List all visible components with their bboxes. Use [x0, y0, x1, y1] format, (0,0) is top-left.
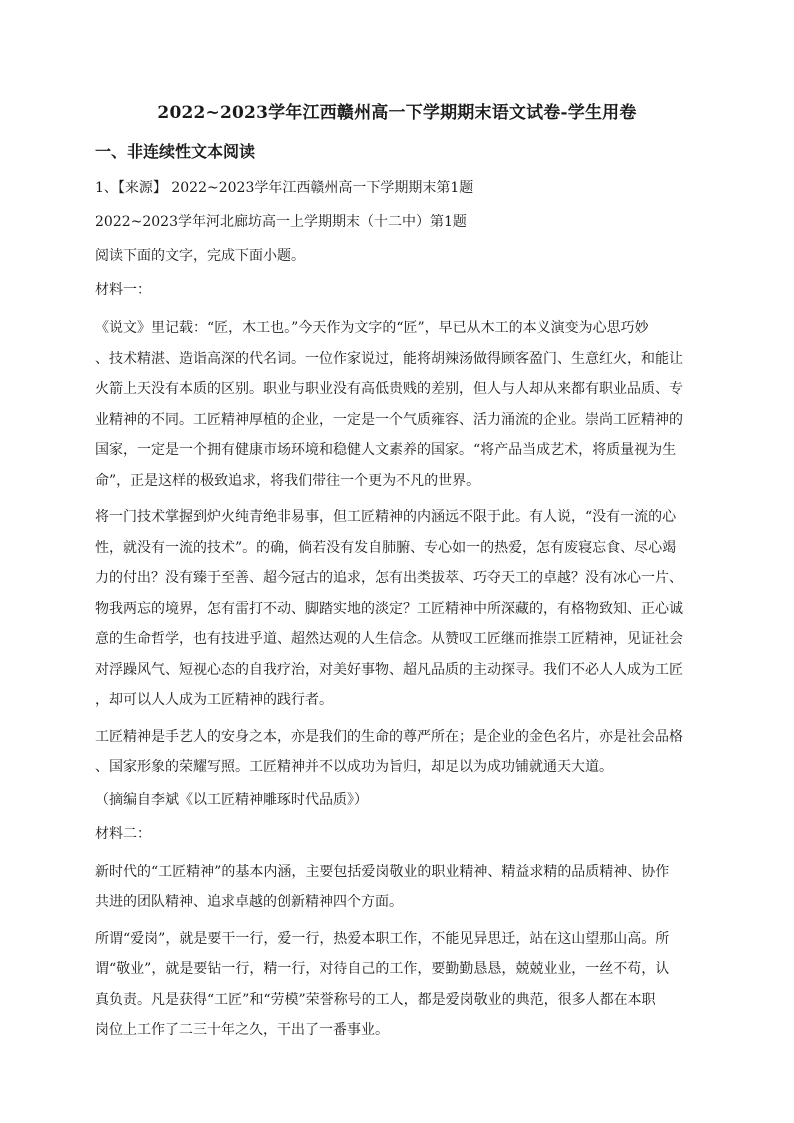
material-one-paragraph-3 [95, 722, 699, 783]
text-line: 性，就没有一流的技术”。的确，倘若没有发自肺腑、专心如一的热爱，怎有废寝忘食、尽心竭 [95, 539, 677, 556]
material-one-paragraph-2 [95, 502, 699, 716]
text-line: 岗位上工作了二三十年之久，干出了一番事业。 [95, 1022, 389, 1038]
text-line: 意的生命哲学，也有技进乎道、超然达观的人生信念。从赞叹工匠继而推崇工匠精神，见证社会 [95, 631, 683, 647]
text-line: 业精神的不同。工匠精神厚植的企业，一定是一个气质雍容、活力涌流的企业。崇尚工匠精神的 [95, 411, 683, 428]
text-line: 真负责。凡是获得“工匠”和“劳模”荣誉称号的工人，都是爱岗敬业的典范，很多人都在本职 [95, 991, 656, 1008]
material-two-paragraph-2 [95, 924, 699, 1046]
text-line: 命”，正是这样的极致追求，将我们带往一个更为不凡的世界。 [95, 472, 481, 489]
question-source-line-2: 2022~2023学年河北廊坊高一上学期期末（十二中）第1题 [95, 214, 467, 230]
text-line: 国家，一定是一个拥有健康市场环境和稳健人文素养的国家。“将产品当成艺术，将质量视为生 [95, 442, 677, 458]
text-line: 火箭上天没有本质的区别。职业与职业没有高低贵贱的差别，但人与人却从来都有职业品质、专 [95, 381, 683, 397]
text-line: ，却可以人人成为工匠精神的践行者。 [95, 692, 333, 708]
page-title: 2022~2023学年江西赣州高一下学期期末语文试卷-学生用卷 [157, 103, 637, 123]
material-one-paragraph-1 [95, 313, 699, 496]
section-heading: 一、非连续性文本阅读 [95, 142, 256, 161]
text-line: 《说文》里记载：“匠，木工也。”今天作为文字的“匠”，早已从木工的本义演变为心思巧妙 [95, 320, 649, 336]
text-line: 工匠精神是手艺人的安身之本，亦是我们的生命的尊严所在；是企业的金色名片，亦是社会品格 [95, 728, 683, 745]
text-line: 新时代的“工匠精神”的基本内涵，主要包括爱岗敬业的职业精神、精益求精的品质精神、协作 [95, 863, 670, 880]
material-one-citation: （摘编自李斌《以工匠精神雕琢时代品质》） [95, 791, 368, 808]
text-line: 共进的团队精神、追求卓越的创新精神四个方面。 [95, 894, 403, 910]
text-line: 对浮躁风气、短视心态的自我疗治，对美好事物、超凡品质的主动探寻。我们不必人人成为工匠 [95, 661, 683, 678]
material-two-label: 材料二： [95, 825, 151, 842]
text-line: 谓“敬业”，就是要钻一行，精一行，对待自己的工作，要勤勤恳恳，兢兢业业，一丝不苟，认 [95, 961, 670, 977]
text-line: 所谓“爱岗”，就是要干一行，爱一行，热爱本职工作，不能见异思迁，站在这山望那山高。所 [95, 930, 670, 947]
material-two-paragraph-1 [95, 857, 699, 918]
text-line: 将一门技术掌握到炉火纯青绝非易事，但工匠精神的内涵远不限于此。有人说，“没有一流的心 [95, 509, 677, 525]
text-line: 、技术精湛、造诣高深的代名词。一位作家说过，能将胡辣汤做得顾客盈门、生意红火，和能让 [95, 350, 683, 367]
question-source-line: 1、【来源】 2022~2023学年江西赣州高一下学期期末第1题 [95, 180, 474, 196]
text-line: 、国家形象的荣耀写照。工匠精神并不以成功为旨归，却足以为成功铺就通天大道。 [95, 759, 613, 775]
text-line: 物我两忘的境界，怎有雷打不动、脚踏实地的淡定？工匠精神中所深藏的，有格物致知、正心诚 [95, 600, 683, 617]
reading-instruction: 阅读下面的文字，完成下面小题。 [95, 248, 305, 264]
material-one-label: 材料一： [95, 282, 151, 298]
text-line: 力的付出？没有臻于至善、超今冠古的追求，怎有出类拔萃、巧夺天工的卓越？没有冰心一片、 [95, 570, 683, 586]
